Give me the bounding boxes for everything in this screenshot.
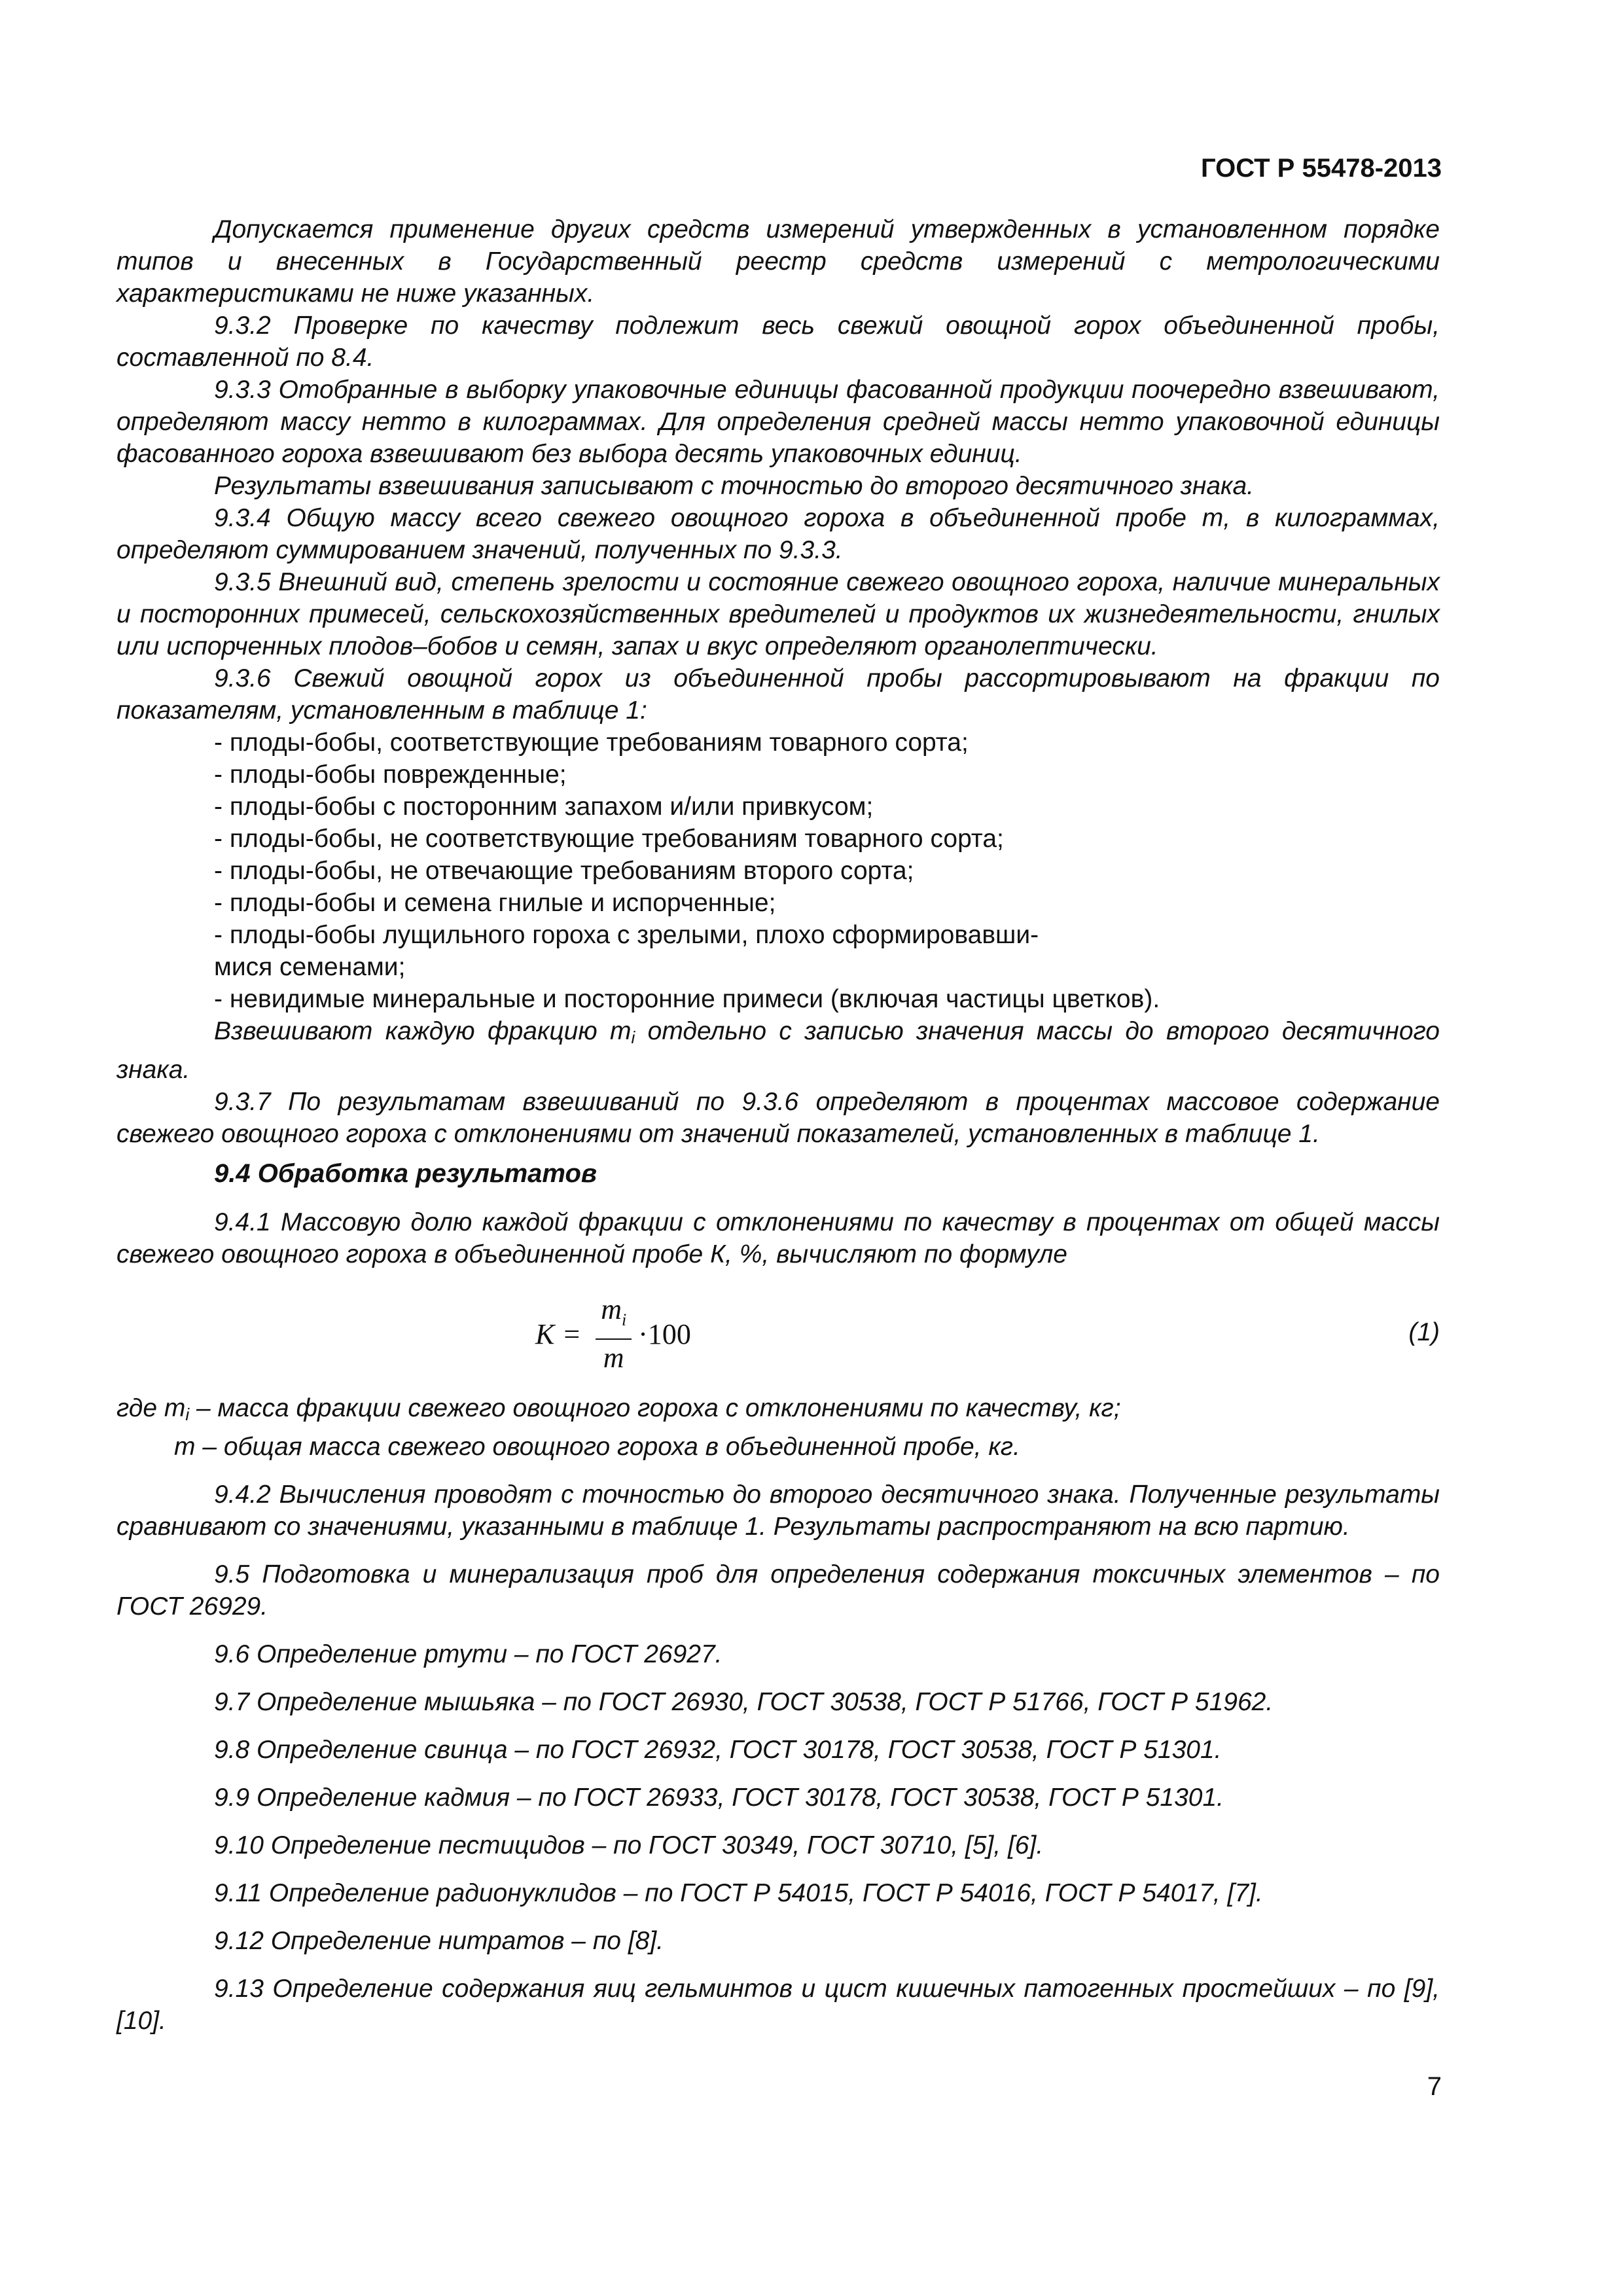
list-item: - плоды-бобы, не отвечающие требованиям второго сорта; — [214, 857, 914, 885]
formula-equals: = — [563, 1318, 580, 1350]
formula-fraction — [596, 1291, 632, 1376]
list-item: - плоды-бобы, не соответствующие требованиям товарного сорта; — [214, 825, 1004, 853]
paragraph-9-3-7: 9.3.7 По результатам взвешиваний по 9.3.6 определяют в процентах массовое содержание свежего овощного гороха с отклонениями от значений показателей, установленных в таблице 1. — [116, 1088, 1440, 1148]
paragraph-9-3-3: 9.3.3 Отобранные в выборку упаковочные единицы фасованной продукции поочередно взвешивают, определяют массу нетто в килограммах. Для определения средней массы нетто упаковочной единицы фасованного гороха взвешивают без выбора десять упаковочных единиц. — [116, 376, 1440, 468]
paragraph-9-5: 9.5 Подготовка и минерализация проб для определения содержания токсичных элементов – по ГОСТ 26929. — [116, 1560, 1440, 1621]
weigh-text-after: отдельно с записью значения массы до второго десятичного знака. — [116, 1017, 1440, 1084]
formula-lhs: K — [535, 1318, 555, 1350]
paragraph-9-11: 9.11 Определение радионуклидов – по ГОСТ Р 54015, ГОСТ Р 54016, ГОСТ Р 54017, [7]. — [214, 1879, 1263, 1907]
list-item-line: мися семенами; — [214, 953, 406, 981]
legend-line2: m – общая масса свежего овощного гороха в объединенной пробе, кг. — [174, 1433, 1020, 1461]
paragraph-9-9: 9.9 Определение кадмия – по ГОСТ 26933, ГОСТ 30178, ГОСТ 30538, ГОСТ Р 51301. — [214, 1784, 1224, 1812]
formula-numerator-sub: i — [621, 1310, 627, 1329]
legend-line1: – масса фракции свежего овощного гороха с отклонениями по качеству, кг; — [189, 1394, 1121, 1422]
formula-rhs: ·100 — [638, 1318, 691, 1350]
paragraph-9-12: 9.12 Определение нитратов – по [8]. — [214, 1927, 664, 1955]
list-item: - плоды-бобы с посторонним запахом и/или привкусом; — [214, 793, 874, 821]
document-body — [116, 213, 1440, 2037]
formula-legend — [116, 1392, 1440, 1463]
list-item: - плоды-бобы, соответствующие требованиям товарного сорта; — [214, 728, 969, 757]
formula-denominator: m — [603, 1341, 624, 1374]
paragraph-9-3-4: 9.3.4 Общую массу всего свежего овощного гороха в объединенной пробе m, в килограммах, определяют суммированием значений, полученных по 9.3.3. — [116, 504, 1440, 564]
legend-prefix: где m — [116, 1394, 186, 1422]
formula-numerator — [596, 1291, 632, 1340]
paragraph-9-4-2: 9.4.2 Вычисления проводят с точностью до второго десятичного знака. Полученные результаты сравнивают со значениями, указанными в таблице 1. Результаты распространяют на всю партию. — [116, 1480, 1440, 1541]
paragraph-9-13: 9.13 Определение содержания яиц гельминтов и цист кишечных патогенных простейших – по [9], [10]. — [116, 1975, 1440, 2035]
paragraph-9-3-6: 9.3.6 Свежий овощной горох из объединенной пробы рассортировывают на фракции по показателям, установленным в таблице 1: — [116, 664, 1440, 725]
paragraph-alternative-instruments: Допускается применение других средств измерений утвержденных в установленном порядке типов и внесенных в Государственный реестр средств измерений с метрологическими характеристиками не ниже указанных. — [116, 215, 1440, 308]
paragraph-9-3-5: 9.3.5 Внешний вид, степень зрелости и состояние свежего овощного гороха, наличие минеральных и посторонних примесей, сельскохозяйственных вредителей и продуктов их жизнедеятельности, гнилых или испорченных плодов–бобов и семян, запах и вкус определяют органолептически. — [116, 568, 1440, 660]
formula-block — [116, 1285, 1440, 1383]
weigh-text-before: Взвешивают каждую фракцию m — [214, 1017, 632, 1045]
fraction-list — [116, 726, 1440, 1015]
formula — [535, 1291, 691, 1376]
formula-number: (1) — [1408, 1318, 1440, 1346]
list-item: - плоды-бобы поврежденные; — [214, 761, 567, 789]
paragraph-9-3-3-results: Результаты взвешивания записывают с точностью до второго десятичного знака. — [214, 472, 1254, 500]
paragraph-9-8: 9.8 Определение свинца – по ГОСТ 26932, ГОСТ 30178, ГОСТ 30538, ГОСТ Р 51301. — [214, 1736, 1222, 1764]
list-item: - плоды-бобы и семена гнилые и испорченные; — [214, 889, 776, 917]
paragraph-9-6: 9.6 Определение ртути – по ГОСТ 26927. — [214, 1640, 722, 1668]
paragraph-9-4-1: 9.4.1 Массовую долю каждой фракции с отклонениями по качеству в процентах от общей массы свежего овощного гороха в объединенной пробе К, %, вычисляют по формуле — [116, 1208, 1440, 1268]
paragraph-9-10: 9.10 Определение пестицидов – по ГОСТ 30349, ГОСТ 30710, [5], [6]. — [214, 1831, 1044, 1859]
section-heading-9-4: 9.4 Обработка результатов — [214, 1159, 597, 1188]
paragraph-weigh-fractions — [116, 1015, 1440, 1086]
formula-numerator-var: m — [601, 1293, 622, 1326]
list-item-line: - плоды-бобы лущильного гороха с зрелыми, плохо сформировавши- — [214, 921, 1039, 949]
paragraph-9-7: 9.7 Определение мышьяка – по ГОСТ 26930, ГОСТ 30538, ГОСТ Р 51766, ГОСТ Р 51962. — [214, 1688, 1274, 1716]
document-id-header: ГОСТ Р 55478-2013 — [1200, 154, 1442, 183]
list-item: - невидимые минеральные и посторонние примеси (включая частицы цветков). — [214, 985, 1160, 1013]
legend-subscript: i — [185, 1405, 190, 1424]
list-item — [116, 919, 1440, 983]
weigh-subscript: i — [631, 1028, 635, 1047]
paragraph-9-3-2: 9.3.2 Проверке по качеству подлежит весь свежий овощной горох объединенной пробы, составленной по 8.4. — [116, 312, 1440, 372]
page-number: 7 — [1427, 2072, 1442, 2101]
